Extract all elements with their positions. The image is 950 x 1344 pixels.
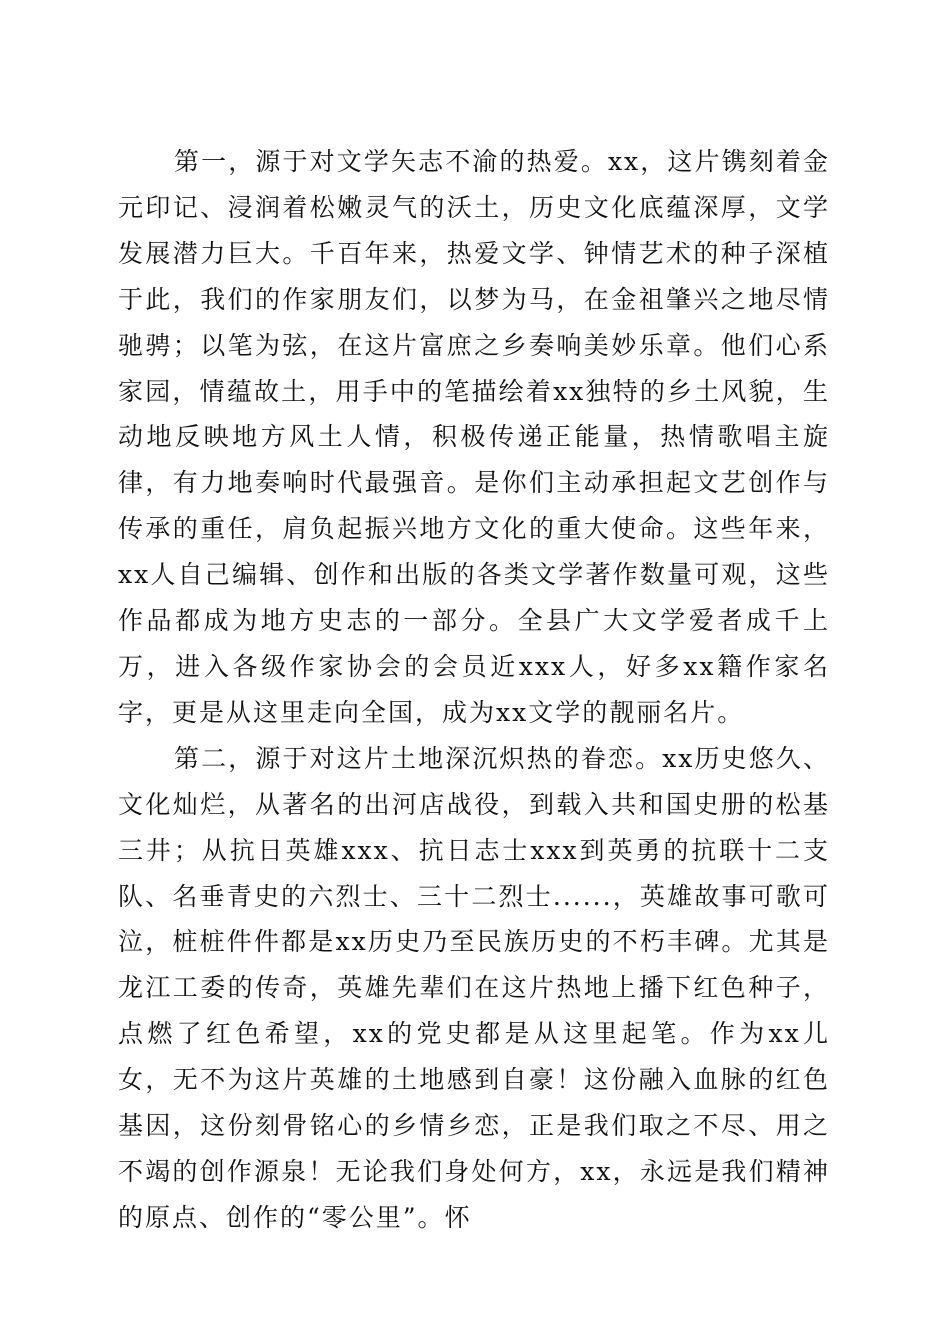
paragraph-second-homeland-attachment: 第二，源于对这片土地深沉炽热的眷恋。xx历史悠久、文化灿烂，从著名的出河店战役，到载入共和国史册的松基三井；从抗日英雄xxx、抗日志士xxx到英勇的抗联十二支队、名垂青史的六烈士、三十二烈士......，英雄故事可歌可泣，桩桩件件都是xx历史乃至民族历史的不朽丰碑。尤其是龙江工委的传奇，英雄先辈们在这片热地上播下红色种子，点燃了红色希望，xx的党史都是从这里起笔。作为xx儿女，无不为这片英雄的土地感到自豪！这份融入血脉的红色基因，这份刻骨铭心的乡情乡恋，正是我们取之不尽、用之不竭的创作源泉！无论我们身处何方，xx，永远是我们精神的原点、创作的“零公里”。怀 [118, 743, 830, 1232]
paragraph-first-literature-passion: 第一，源于对文学矢志不渝的热爱。xx，这片镌刻着金元印记、浸润着松嫩灵气的沃土，历史文化底蕴深厚，文学发展潜力巨大。千百年来，热爱文学、钟情艺术的种子深植于此，我们的作家朋友们，以梦为马，在金祖肇兴之地尽情驰骋；以笔为弦，在这片富庶之乡奏响美妙乐章。他们心系家园，情蕴故土，用手中的笔描绘着xx独特的乡土风貌，生动地反映地方风土人情，积极传递正能量，热情歌唱主旋律，有力地奏响时代最强音。是你们主动承担起文艺创作与传承的重任，肩负起振兴地方文化的重大使命。这些年来，xx人自己编辑、创作和出版的各类文学著作数量可观，这些作品都成为地方史志的一部分。全县广大文学爱者成千上万，进入各级作家协会的会员近xxx人，好多xx籍作家名字，更是从这里走向全国，成为xx文学的靓丽名片。 [118, 147, 830, 727]
document-body [118, 139, 830, 1241]
